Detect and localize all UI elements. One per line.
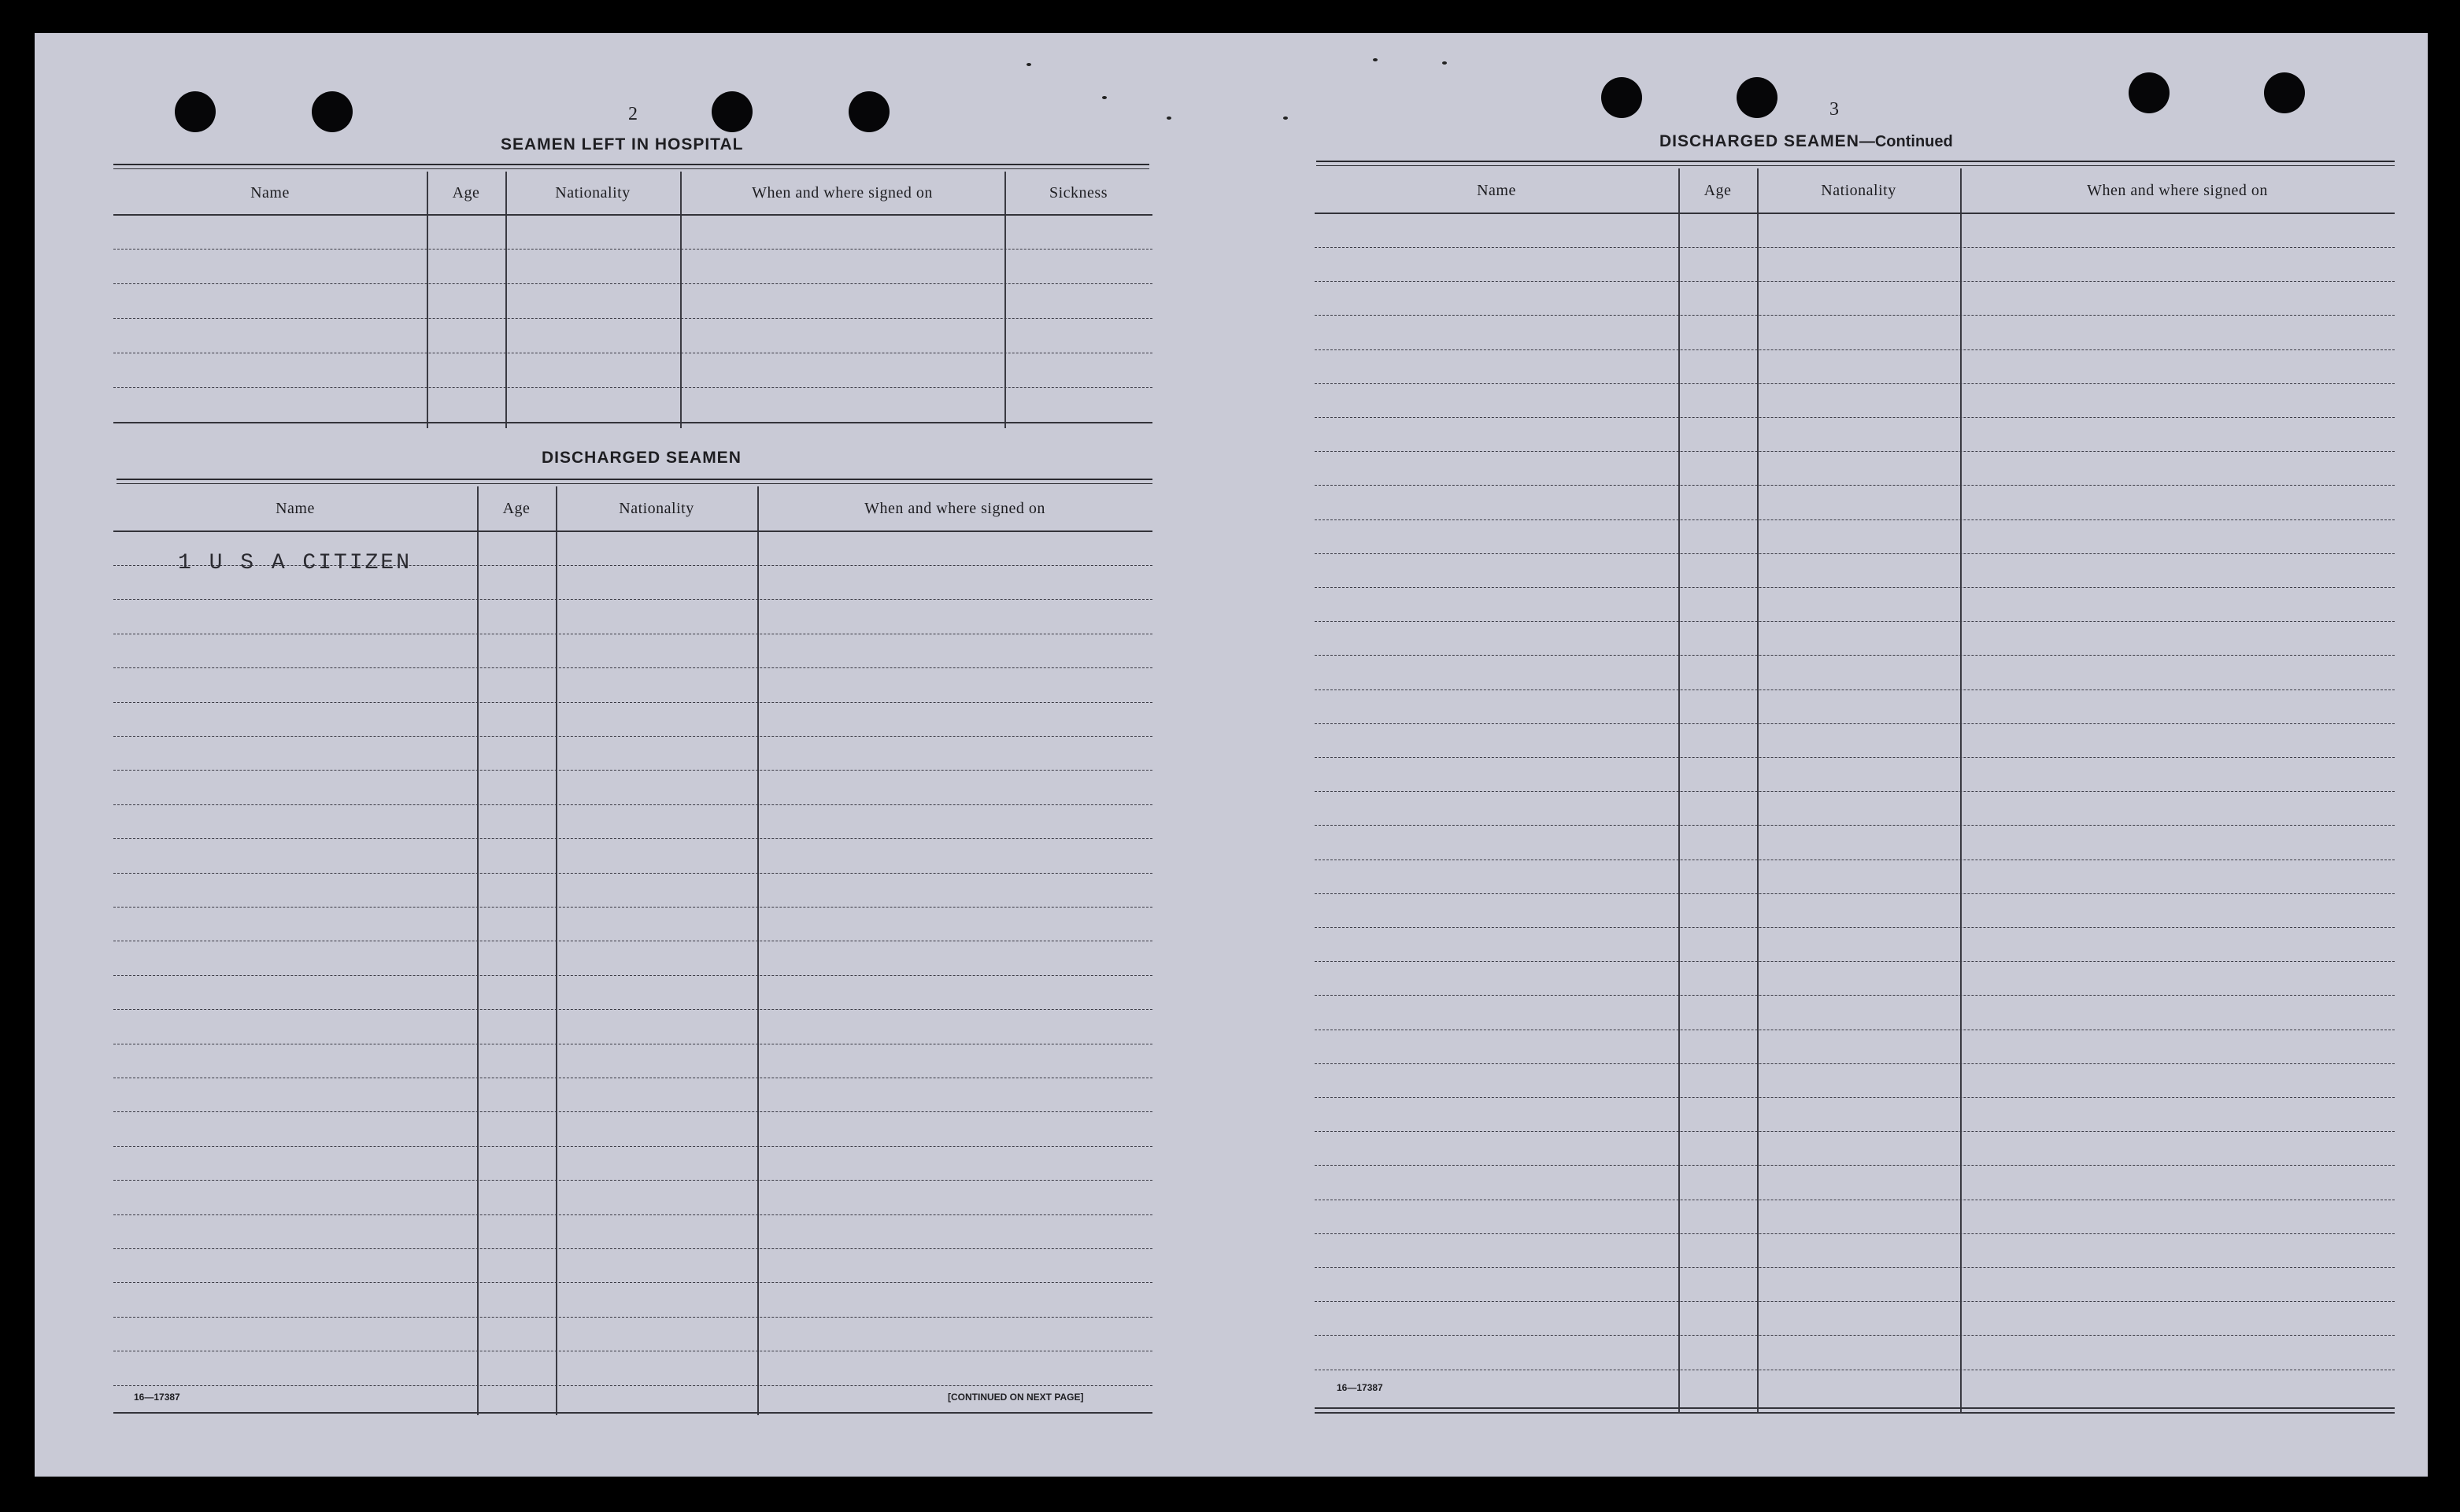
table-row-line <box>1315 1097 2395 1098</box>
table-row-line <box>113 1111 1152 1112</box>
table-row-line <box>113 1385 1152 1386</box>
table-row-line <box>113 1248 1152 1249</box>
table-row-line <box>1315 791 2395 792</box>
col-header-age: Age <box>452 183 480 201</box>
discharged-section-title: DISCHARGED SEAMEN <box>542 449 742 467</box>
table-row-line <box>113 838 1152 839</box>
col-header-signed-on: When and where signed on <box>752 183 933 201</box>
table-row-line <box>1315 893 2395 894</box>
table-row-line <box>113 702 1152 703</box>
page-number-left: 2 <box>628 104 638 124</box>
discharged-table-right <box>1315 168 2395 1412</box>
ink-speck <box>1283 116 1288 120</box>
table-row-line <box>113 907 1152 908</box>
table-row-line <box>1315 247 2395 248</box>
table-row-line <box>113 975 1152 976</box>
punch-hole <box>2129 72 2170 113</box>
discharged-continued-title <box>1659 132 1953 151</box>
table-row-line <box>113 1214 1152 1215</box>
table-row-line <box>1315 349 2395 350</box>
table-row-line <box>113 1317 1152 1318</box>
table-row-line <box>113 770 1152 771</box>
title-rule <box>113 168 1149 169</box>
table-row-line <box>1315 553 2395 554</box>
table-row-line <box>113 1282 1152 1283</box>
table-row-line <box>113 873 1152 874</box>
table-row-line <box>113 1146 1152 1147</box>
table-row-line <box>1315 621 2395 622</box>
table-row-line <box>1315 1301 2395 1302</box>
table-row-line <box>1315 315 2395 316</box>
table-row-line <box>113 1009 1152 1010</box>
col-header-age: Age <box>502 499 531 517</box>
table-row-line <box>1315 723 2395 724</box>
table-row-line <box>113 736 1152 737</box>
table-row-line <box>1315 281 2395 282</box>
col-header-signed-on: When and where signed on <box>864 499 1045 517</box>
table-row-line <box>1315 757 2395 758</box>
title-rule <box>1316 161 2395 162</box>
table-row-line <box>113 599 1152 600</box>
ink-speck <box>1442 61 1447 65</box>
table-row-line <box>1315 587 2395 588</box>
table-row-line <box>113 1180 1152 1181</box>
form-number-right: 16—17387 <box>1337 1382 1383 1393</box>
hospital-section-title: SEAMEN LEFT IN HOSPITAL <box>501 135 744 153</box>
col-header-name: Name <box>276 499 315 517</box>
ink-speck <box>1373 58 1378 61</box>
table-row-line <box>1315 961 2395 962</box>
table-row-line <box>1315 485 2395 486</box>
table-row-line <box>1315 655 2395 656</box>
continued-note: [CONTINUED ON NEXT PAGE] <box>948 1392 1084 1403</box>
punch-hole <box>1737 77 1777 118</box>
title-rule <box>1316 165 2395 166</box>
table-row-line <box>1315 1233 2395 1234</box>
ink-speck <box>1102 96 1107 99</box>
punch-hole <box>175 91 216 132</box>
table-row-line <box>1315 1131 2395 1132</box>
table-row-line <box>1315 451 2395 452</box>
col-header-age: Age <box>1704 181 1732 199</box>
col-header-nationality: Nationality <box>1821 181 1896 199</box>
col-header-signed-on: When and where signed on <box>2087 181 2268 199</box>
hospital-table <box>113 172 1152 428</box>
title-suffix: —Continued <box>1859 133 1953 150</box>
table-row-line <box>1315 825 2395 826</box>
table-row-line <box>113 804 1152 805</box>
table-row-line <box>1315 1063 2395 1064</box>
col-header-name: Name <box>250 183 290 201</box>
punch-hole <box>712 91 753 132</box>
table-row-line <box>1315 519 2395 520</box>
ink-speck <box>1167 116 1171 120</box>
document-scan <box>35 33 2428 1477</box>
col-header-name: Name <box>1477 181 1516 199</box>
table-row-line <box>1315 383 2395 384</box>
table-row-line <box>1315 1335 2395 1336</box>
table-row-line <box>1315 689 2395 690</box>
title-rule <box>113 164 1149 165</box>
col-header-nationality: Nationality <box>555 183 631 201</box>
title-rule <box>117 483 1152 484</box>
punch-hole <box>2264 72 2305 113</box>
table-row-line <box>1315 417 2395 418</box>
table-row-line <box>113 667 1152 668</box>
ink-speck <box>1027 63 1031 66</box>
col-header-sickness: Sickness <box>1049 183 1108 201</box>
seaman-entry: 1 U S A CITIZEN <box>178 551 412 575</box>
table-row-line <box>1315 1267 2395 1268</box>
title-rule <box>117 479 1152 480</box>
punch-hole <box>1601 77 1642 118</box>
table-row-line <box>1315 995 2395 996</box>
table-row-line <box>1315 1165 2395 1166</box>
form-number-left: 16—17387 <box>134 1392 180 1403</box>
col-header-nationality: Nationality <box>619 499 694 517</box>
punch-hole <box>312 91 353 132</box>
page-number-right: 3 <box>1829 99 1839 120</box>
punch-hole <box>849 91 890 132</box>
table-row-line <box>1315 927 2395 928</box>
title-main: DISCHARGED SEAMEN <box>1659 132 1859 150</box>
discharged-table-left <box>113 486 1152 1415</box>
